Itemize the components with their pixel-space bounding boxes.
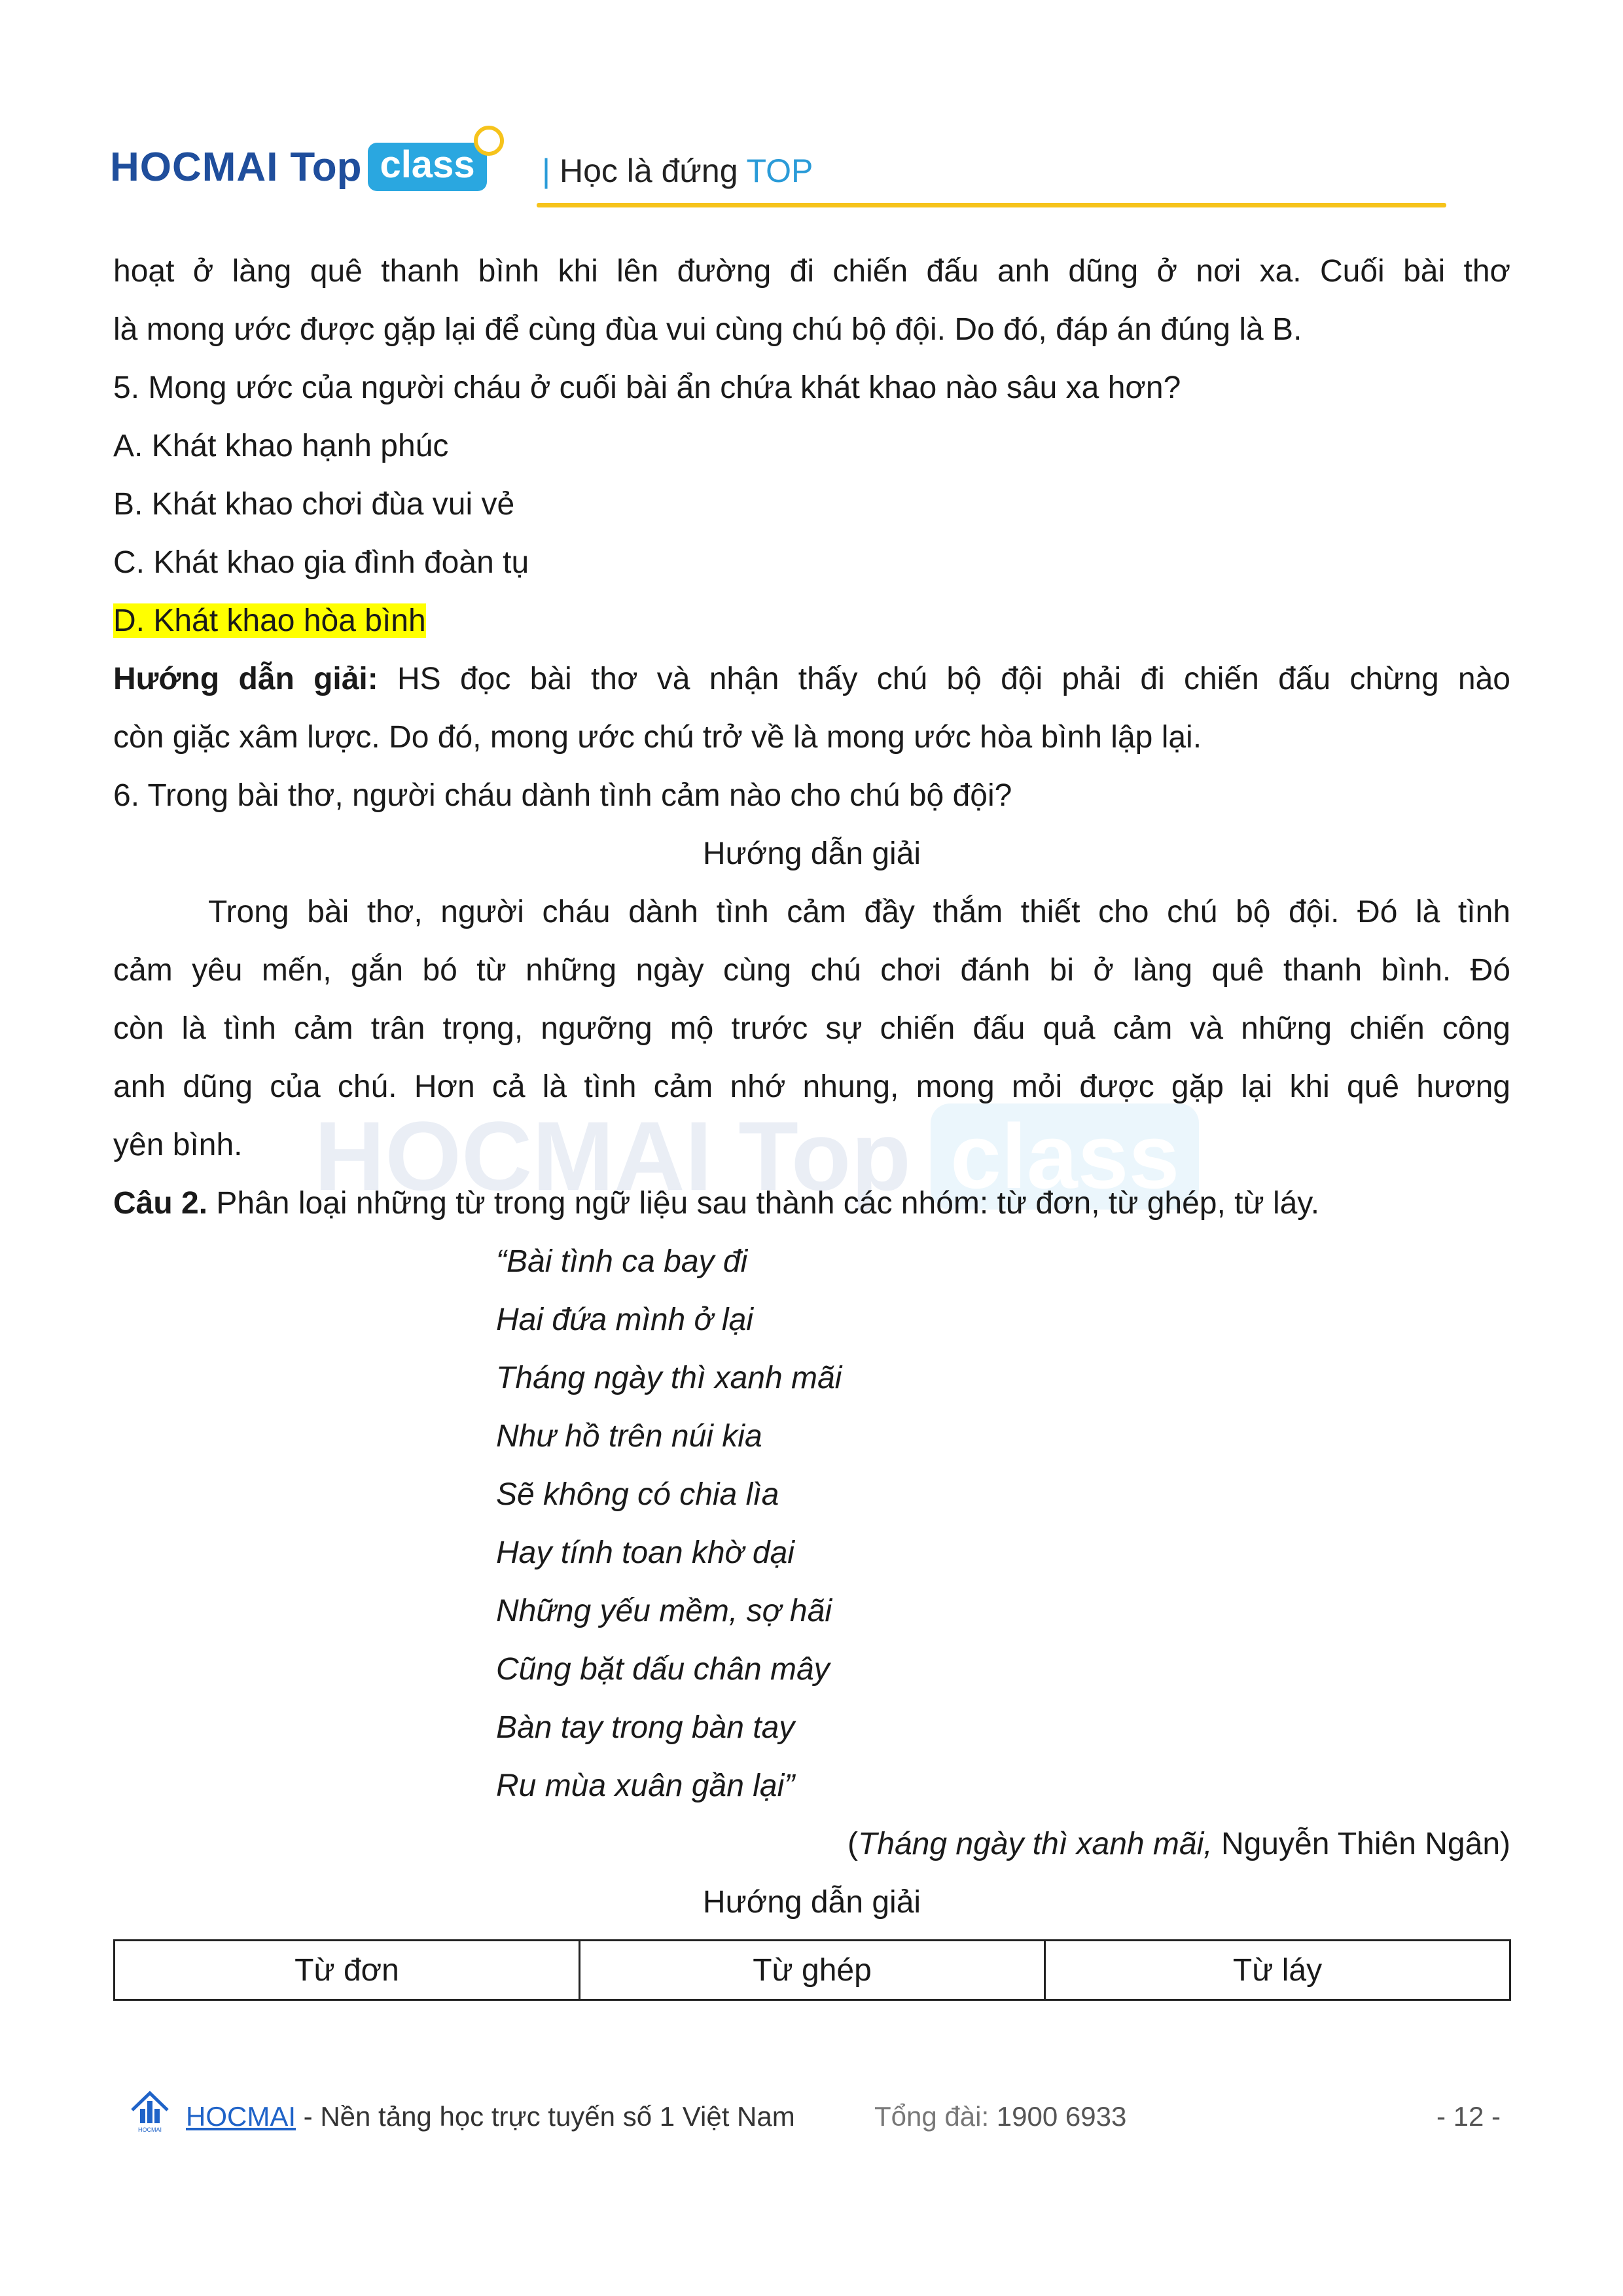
answer-paragraph-line: cảm yêu mến, gắn bó từ những ngày cùng chú chơi đánh bi ở làng quê thanh bình. Đó: [113, 953, 1510, 988]
hocmai-link[interactable]: HOCMAI: [186, 2101, 296, 2132]
logo-hocmai-text: HOCMAI: [110, 144, 279, 190]
tagline-top: TOP: [746, 152, 813, 189]
poem-line: Hai đứa mình ở lại: [496, 1302, 753, 1337]
tagline-separator: |: [542, 152, 550, 189]
page-footer: [0, 2088, 1623, 2166]
body-line: hoạt ở làng quê thanh bình khi lên đường đi chiến đấu anh dũng ở nơi xa. Cuối bài thơ: [113, 254, 1510, 289]
page-header: [0, 0, 1623, 209]
guide-5-text: HS đọc bài thơ và nhận thấy chú bộ đội phải đi chiến đấu chừng nào: [378, 662, 1511, 696]
footer-hotline: [874, 2101, 1126, 2132]
question-5: 5. Mong ước của người cháu ở cuối bài ẩn chứa khát khao nào sâu xa hơn?: [113, 370, 1181, 405]
header-tagline: [542, 152, 813, 190]
answer-paragraph-line: yên bình.: [113, 1128, 243, 1162]
answer-paragraph-line: Trong bài thơ, người cháu dành tình cảm đầy thắm thiết cho chú bộ đội. Đó là tình: [208, 895, 1510, 929]
cau-2-label: Câu 2.: [113, 1186, 208, 1221]
watermark-class: class: [931, 1103, 1199, 1210]
cau-2-text: Phân loại những từ trong ngữ liệu sau thành các nhóm: từ đơn, từ ghép, từ láy.: [207, 1186, 1320, 1221]
page-number: - 12 -: [1436, 2101, 1501, 2132]
answer-paragraph-line: anh dũng của chú. Hơn cả là tình cảm nhớ nhung, mong mỏi được gặp lại khi quê hương: [113, 1069, 1510, 1104]
footer-brand-text: - Nền tảng học trực tuyến số 1 Việt Nam: [296, 2101, 795, 2132]
watermark-top: Top: [738, 1101, 912, 1211]
header-divider: [537, 203, 1446, 207]
guide-label: Hướng dẫn giải:: [113, 662, 378, 696]
poem-line: Bàn tay trong bàn tay: [496, 1710, 795, 1745]
option-b: B. Khát khao chơi đùa vui vẻ: [113, 487, 515, 522]
poem-line: Ru mùa xuân gần lại”: [496, 1768, 795, 1803]
hocmai-house-icon: [128, 2088, 171, 2134]
column-header-tu-lay: Từ láy: [1045, 1941, 1510, 2000]
guide-heading-2: Hướng dẫn giải: [702, 1885, 921, 1920]
answer-paragraph-line: còn là tình cảm trân trọng, ngưỡng mộ trước sự chiến đấu quả cảm và những chiến công: [113, 1011, 1510, 1046]
word-classification-table: [113, 1939, 1511, 2001]
source-open: (: [847, 1827, 858, 1861]
source-title: Tháng ngày thì xanh mãi,: [857, 1827, 1213, 1861]
option-c: C. Khát khao gia đình đoàn tụ: [113, 545, 529, 580]
guide-5-line1: [113, 650, 1510, 708]
poem-line: Như hồ trên núi kia: [496, 1419, 762, 1454]
poem-line: “Bài tình ca bay đi: [496, 1244, 748, 1279]
column-header-tu-don: Từ đơn: [115, 1941, 580, 2000]
poem-source: [113, 1815, 1510, 1873]
option-d-correct: D. Khát khao hòa bình: [113, 603, 426, 638]
icon-caption: HOCMAI: [138, 2126, 162, 2133]
poem-line: Sẽ không có chia lìa: [496, 1477, 779, 1512]
column-header-tu-ghep: Từ ghép: [580, 1941, 1045, 2000]
poem-line: Những yếu mềm, sợ hãi: [496, 1594, 832, 1628]
body-line: là mong ước được gặp lại để cùng đùa vui cùng chú bộ đội. Do đó, đáp án đúng là B.: [113, 312, 1302, 347]
footer-brand: [186, 2101, 795, 2132]
hotline-number: 1900 6933: [996, 2101, 1127, 2132]
sun-icon: [474, 126, 504, 156]
question-cau-2: [113, 1174, 1510, 1232]
guide-5-line2: còn giặc xâm lược. Do đó, mong ước chú trở về là mong ước hòa bình lập lại.: [113, 720, 1202, 755]
hotline-label: Tổng đài:: [874, 2101, 997, 2132]
option-a: A. Khát khao hạnh phúc: [113, 429, 449, 463]
source-author: Nguyễn Thiên Ngân): [1212, 1827, 1510, 1861]
guide-heading: Hướng dẫn giải: [702, 836, 921, 871]
question-6: 6. Trong bài thơ, người cháu dành tình cảm nào cho chú bộ đội?: [113, 778, 1012, 813]
logo-class-text: class: [380, 143, 475, 186]
logo-class-badge: [368, 143, 486, 191]
watermark-hocmai: HOCMAI: [314, 1101, 713, 1211]
poem-line: Tháng ngày thì xanh mãi: [496, 1361, 842, 1395]
document-body: [113, 242, 1510, 1931]
table-header-row: [115, 1941, 1510, 2000]
poem-line: Cũng bặt dấu chân mây: [496, 1652, 830, 1687]
tagline-text: Học là đứng: [560, 152, 738, 189]
poem-line: Hay tính toan khờ dại: [496, 1535, 794, 1570]
logo-top-text: Top: [290, 144, 362, 190]
hocmai-topclass-logo: [110, 131, 487, 203]
